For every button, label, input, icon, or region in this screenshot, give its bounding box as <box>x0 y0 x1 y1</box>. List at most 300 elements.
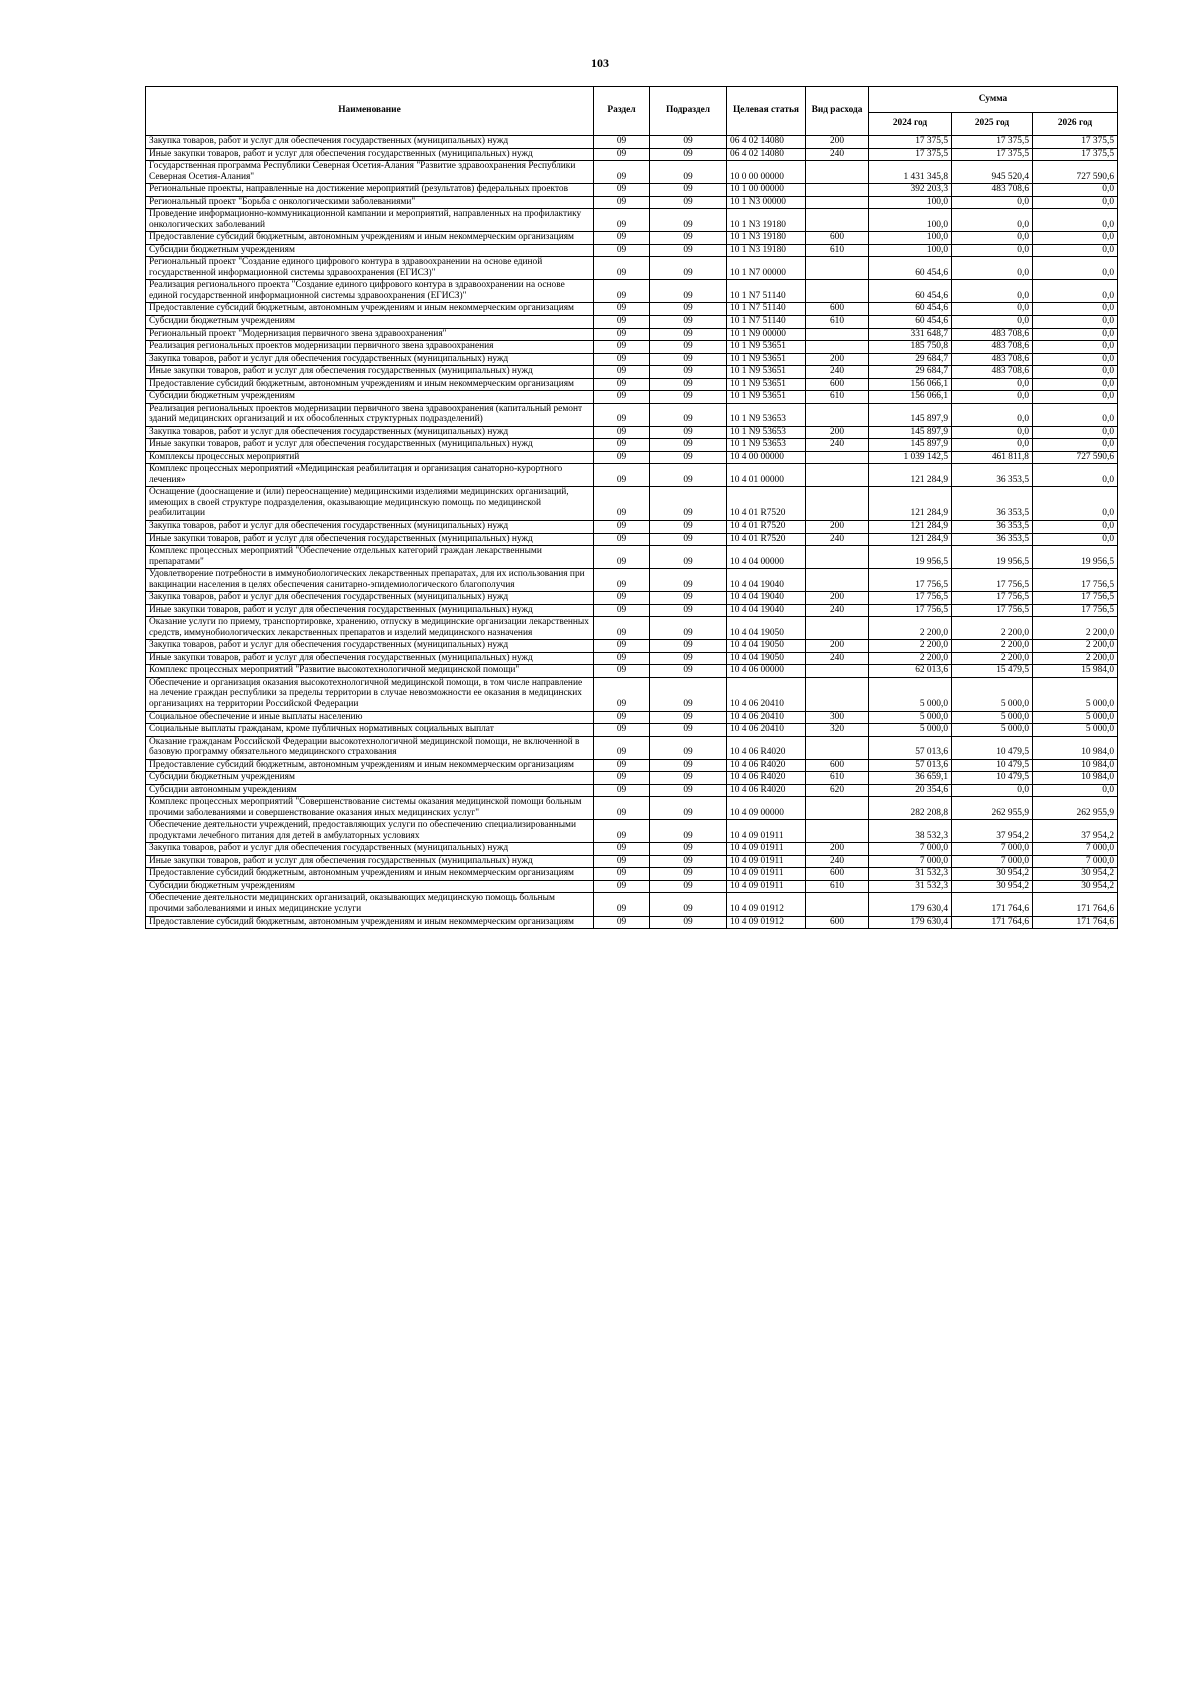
cell-target-article: 10 4 01 R7520 <box>727 487 806 521</box>
cell-sum-2024: 282 208,8 <box>869 797 952 820</box>
cell-expense-type <box>806 617 869 640</box>
cell-sum-2024: 185 750,8 <box>869 341 952 354</box>
cell-name: Закупка товаров, работ и услуг для обеспечения государственных (муниципальных) нужд <box>146 843 594 856</box>
cell-sum-2024: 60 454,6 <box>869 315 952 328</box>
cell-name: Оснащение (дооснащение и (или) переоснащение) медицинскими изделиями медицинских организаций, имеющих в своей структуре подразделения, оказывающие медицинскую помощь по медицинской реабилитации <box>146 487 594 521</box>
cell-target-article: 10 1 N9 53651 <box>727 391 806 404</box>
cell-sum-2024: 5 000,0 <box>869 677 952 711</box>
cell-target-article: 10 4 04 19050 <box>727 617 806 640</box>
cell-name: Региональный проект "Модернизация первичного звена здравоохранения" <box>146 328 594 341</box>
cell-target-article: 10 1 N9 53651 <box>727 353 806 366</box>
cell-target-article: 10 4 04 19050 <box>727 652 806 665</box>
cell-sum-2024: 19 956,5 <box>869 546 952 569</box>
cell-sum-2025: 461 811,8 <box>952 451 1033 464</box>
cell-expense-type <box>806 736 869 759</box>
cell-section: 09 <box>594 439 650 452</box>
cell-section: 09 <box>594 403 650 426</box>
cell-sum-2025: 0,0 <box>952 303 1033 316</box>
table-row <box>146 784 1118 797</box>
cell-sum-2024: 60 454,6 <box>869 257 952 280</box>
table-row <box>146 161 1118 184</box>
cell-target-article: 10 4 09 01911 <box>727 855 806 868</box>
cell-target-article: 10 1 00 00000 <box>727 184 806 197</box>
table-row <box>146 843 1118 856</box>
cell-sum-2026: 15 984,0 <box>1033 665 1118 678</box>
cell-subsection: 09 <box>650 403 727 426</box>
cell-sum-2025: 17 375,5 <box>952 136 1033 149</box>
table-row <box>146 640 1118 653</box>
cell-name: Предоставление субсидий бюджетным, автономным учреждениям и иным некоммерческим организациям <box>146 916 594 929</box>
table-row <box>146 868 1118 881</box>
page-number: 103 <box>591 56 609 70</box>
cell-section: 09 <box>594 759 650 772</box>
cell-name: Закупка товаров, работ и услуг для обеспечения государственных (муниципальных) нужд <box>146 353 594 366</box>
cell-expense-type: 610 <box>806 391 869 404</box>
cell-subsection: 09 <box>650 439 727 452</box>
cell-sum-2025: 17 375,5 <box>952 148 1033 161</box>
cell-sum-2026: 727 590,6 <box>1033 451 1118 464</box>
cell-sum-2026: 17 756,5 <box>1033 592 1118 605</box>
cell-expense-type: 240 <box>806 148 869 161</box>
cell-sum-2024: 31 532,3 <box>869 880 952 893</box>
cell-section: 09 <box>594 533 650 546</box>
cell-section: 09 <box>594 196 650 209</box>
cell-name: Комплекс процессных мероприятий "Обеспечение отдельных категорий граждан лекарственными препаратами" <box>146 546 594 569</box>
cell-target-article: 10 1 N3 19180 <box>727 209 806 232</box>
cell-sum-2025: 36 353,5 <box>952 533 1033 546</box>
cell-sum-2025: 483 708,6 <box>952 366 1033 379</box>
table-row <box>146 546 1118 569</box>
cell-sum-2024: 331 648,7 <box>869 328 952 341</box>
cell-sum-2024: 179 630,4 <box>869 916 952 929</box>
cell-subsection: 09 <box>650 569 727 592</box>
cell-target-article: 10 4 06 20410 <box>727 724 806 737</box>
cell-expense-type <box>806 161 869 184</box>
table-row <box>146 148 1118 161</box>
cell-subsection: 09 <box>650 855 727 868</box>
cell-sum-2025: 30 954,2 <box>952 868 1033 881</box>
cell-name: Оказание гражданам Российской Федерации высокотехнологичной медицинской помощи, не включенной в базовую программу обязательного медицинского страхования <box>146 736 594 759</box>
cell-sum-2024: 57 013,6 <box>869 759 952 772</box>
cell-sum-2024: 145 897,9 <box>869 426 952 439</box>
cell-sum-2026: 37 954,2 <box>1033 820 1118 843</box>
cell-expense-type: 600 <box>806 916 869 929</box>
cell-sum-2024: 5 000,0 <box>869 724 952 737</box>
cell-sum-2026: 7 000,0 <box>1033 843 1118 856</box>
cell-name: Предоставление субсидий бюджетным, автономным учреждениям и иным некоммерческим организациям <box>146 303 594 316</box>
cell-section: 09 <box>594 592 650 605</box>
cell-name: Субсидии бюджетным учреждениям <box>146 880 594 893</box>
cell-sum-2026: 0,0 <box>1033 244 1118 257</box>
cell-section: 09 <box>594 797 650 820</box>
cell-subsection: 09 <box>650 366 727 379</box>
cell-name: Иные закупки товаров, работ и услуг для обеспечения государственных (муниципальных) нужд <box>146 366 594 379</box>
cell-section: 09 <box>594 353 650 366</box>
cell-target-article: 10 4 09 01911 <box>727 820 806 843</box>
cell-subsection: 09 <box>650 724 727 737</box>
cell-subsection: 09 <box>650 736 727 759</box>
cell-subsection: 09 <box>650 451 727 464</box>
cell-name: Иные закупки товаров, работ и услуг для обеспечения государственных (муниципальных) нужд <box>146 604 594 617</box>
cell-target-article: 10 4 09 01912 <box>727 893 806 916</box>
cell-sum-2024: 121 284,9 <box>869 487 952 521</box>
cell-sum-2026: 17 375,5 <box>1033 136 1118 149</box>
cell-sum-2026: 0,0 <box>1033 533 1118 546</box>
cell-section: 09 <box>594 464 650 487</box>
table-row <box>146 366 1118 379</box>
cell-sum-2024: 62 013,6 <box>869 665 952 678</box>
cell-sum-2024: 17 375,5 <box>869 148 952 161</box>
cell-section: 09 <box>594 784 650 797</box>
cell-expense-type: 200 <box>806 843 869 856</box>
cell-subsection: 09 <box>650 257 727 280</box>
cell-section: 09 <box>594 724 650 737</box>
table-row <box>146 378 1118 391</box>
cell-sum-2026: 0,0 <box>1033 280 1118 303</box>
cell-sum-2025: 10 479,5 <box>952 736 1033 759</box>
cell-name: Социальные выплаты гражданам, кроме публичных нормативных социальных выплат <box>146 724 594 737</box>
table-row <box>146 880 1118 893</box>
table-row <box>146 353 1118 366</box>
table-row <box>146 736 1118 759</box>
table-row <box>146 232 1118 245</box>
cell-expense-type <box>806 451 869 464</box>
cell-expense-type: 200 <box>806 640 869 653</box>
cell-expense-type: 620 <box>806 784 869 797</box>
cell-name: Предоставление субсидий бюджетным, автономным учреждениям и иным некоммерческим организациям <box>146 232 594 245</box>
cell-sum-2024: 29 684,7 <box>869 353 952 366</box>
cell-name: Закупка товаров, работ и услуг для обеспечения государственных (муниципальных) нужд <box>146 136 594 149</box>
cell-section: 09 <box>594 148 650 161</box>
cell-sum-2025: 0,0 <box>952 257 1033 280</box>
cell-sum-2025: 945 520,4 <box>952 161 1033 184</box>
cell-section: 09 <box>594 257 650 280</box>
cell-section: 09 <box>594 640 650 653</box>
table-row <box>146 797 1118 820</box>
cell-section: 09 <box>594 880 650 893</box>
cell-target-article: 10 4 06 00000 <box>727 665 806 678</box>
cell-name: Иные закупки товаров, работ и услуг для обеспечения государственных (муниципальных) нужд <box>146 855 594 868</box>
cell-sum-2026: 7 000,0 <box>1033 855 1118 868</box>
cell-subsection: 09 <box>650 843 727 856</box>
cell-expense-type <box>806 257 869 280</box>
cell-sum-2026: 0,0 <box>1033 209 1118 232</box>
cell-name: Оказание услуги по приему, транспортировке, хранению, отпуску в медицинские организации лекарственных средств, иммунобиологических лекарственных препаратов и изделий медицинского назначения <box>146 617 594 640</box>
cell-name: Обеспечение деятельности учреждений, предоставляющих услуги по обеспечению специализированными продуктами лечебного питания для детей в амбулаторных условиях <box>146 820 594 843</box>
table-row <box>146 677 1118 711</box>
cell-section: 09 <box>594 868 650 881</box>
cell-section: 09 <box>594 451 650 464</box>
cell-target-article: 10 4 09 01911 <box>727 868 806 881</box>
cell-sum-2026: 19 956,5 <box>1033 546 1118 569</box>
cell-sum-2024: 2 200,0 <box>869 640 952 653</box>
cell-sum-2026: 17 756,5 <box>1033 569 1118 592</box>
cell-sum-2024: 100,0 <box>869 196 952 209</box>
table-row <box>146 184 1118 197</box>
cell-sum-2024: 20 354,6 <box>869 784 952 797</box>
cell-sum-2025: 19 956,5 <box>952 546 1033 569</box>
cell-sum-2025: 10 479,5 <box>952 772 1033 785</box>
table-row <box>146 652 1118 665</box>
cell-sum-2024: 17 375,5 <box>869 136 952 149</box>
cell-sum-2024: 121 284,9 <box>869 464 952 487</box>
cell-expense-type: 320 <box>806 724 869 737</box>
cell-sum-2026: 262 955,9 <box>1033 797 1118 820</box>
cell-name: Иные закупки товаров, работ и услуг для обеспечения государственных (муниципальных) нужд <box>146 533 594 546</box>
cell-sum-2026: 2 200,0 <box>1033 640 1118 653</box>
table-header <box>146 87 1118 136</box>
cell-subsection: 09 <box>650 136 727 149</box>
cell-section: 09 <box>594 711 650 724</box>
cell-sum-2026: 0,0 <box>1033 257 1118 280</box>
cell-sum-2025: 17 756,5 <box>952 569 1033 592</box>
cell-name: Субсидии бюджетным учреждениям <box>146 391 594 404</box>
table-row <box>146 439 1118 452</box>
header-year-2025: 2025 год <box>952 113 1033 136</box>
header-subsection: Подраздел <box>650 87 727 136</box>
table-row <box>146 724 1118 737</box>
cell-expense-type <box>806 184 869 197</box>
cell-section: 09 <box>594 893 650 916</box>
table-row <box>146 244 1118 257</box>
cell-subsection: 09 <box>650 280 727 303</box>
cell-sum-2024: 145 897,9 <box>869 403 952 426</box>
cell-expense-type: 200 <box>806 136 869 149</box>
cell-subsection: 09 <box>650 378 727 391</box>
cell-sum-2026: 0,0 <box>1033 487 1118 521</box>
cell-expense-type <box>806 665 869 678</box>
table-row <box>146 315 1118 328</box>
cell-name: Реализация региональных проектов модернизации первичного звена здравоохранения (капитальный ремонт зданий медицинских организаций и их обособленных структурных подразделений) <box>146 403 594 426</box>
cell-subsection: 09 <box>650 784 727 797</box>
cell-subsection: 09 <box>650 592 727 605</box>
cell-sum-2026: 0,0 <box>1033 341 1118 354</box>
table-row <box>146 759 1118 772</box>
cell-sum-2024: 100,0 <box>869 232 952 245</box>
table-row <box>146 341 1118 354</box>
cell-target-article: 10 1 N3 19180 <box>727 244 806 257</box>
cell-sum-2024: 1 431 345,8 <box>869 161 952 184</box>
table-body <box>146 136 1118 929</box>
cell-subsection: 09 <box>650 772 727 785</box>
cell-expense-type: 200 <box>806 426 869 439</box>
cell-expense-type: 600 <box>806 232 869 245</box>
header-section: Раздел <box>594 87 650 136</box>
cell-expense-type <box>806 569 869 592</box>
cell-sum-2025: 2 200,0 <box>952 652 1033 665</box>
cell-target-article: 10 1 N3 19180 <box>727 232 806 245</box>
cell-sum-2024: 7 000,0 <box>869 843 952 856</box>
cell-sum-2026: 5 000,0 <box>1033 677 1118 711</box>
cell-expense-type: 600 <box>806 868 869 881</box>
cell-sum-2025: 10 479,5 <box>952 759 1033 772</box>
table-row <box>146 916 1118 929</box>
cell-sum-2024: 5 000,0 <box>869 711 952 724</box>
cell-sum-2024: 121 284,9 <box>869 533 952 546</box>
cell-sum-2025: 36 353,5 <box>952 464 1033 487</box>
table-row <box>146 196 1118 209</box>
cell-target-article: 10 4 06 R4020 <box>727 772 806 785</box>
cell-sum-2024: 38 532,3 <box>869 820 952 843</box>
cell-sum-2026: 0,0 <box>1033 232 1118 245</box>
cell-subsection: 09 <box>650 161 727 184</box>
cell-target-article: 10 4 01 00000 <box>727 464 806 487</box>
cell-sum-2024: 60 454,6 <box>869 303 952 316</box>
cell-expense-type <box>806 341 869 354</box>
cell-sum-2024: 17 756,5 <box>869 592 952 605</box>
cell-name: Региональный проект "Создание единого цифрового контура в здравоохранении на основе единой государственной информационной системы здравоохранения (ЕГИСЗ)" <box>146 257 594 280</box>
table-row <box>146 772 1118 785</box>
table-row <box>146 533 1118 546</box>
cell-sum-2026: 0,0 <box>1033 391 1118 404</box>
cell-target-article: 10 0 00 00000 <box>727 161 806 184</box>
cell-sum-2026: 0,0 <box>1033 403 1118 426</box>
cell-subsection: 09 <box>650 391 727 404</box>
cell-sum-2024: 36 659,1 <box>869 772 952 785</box>
table-row <box>146 604 1118 617</box>
cell-name: Предоставление субсидий бюджетным, автономным учреждениям и иным некоммерческим организациям <box>146 378 594 391</box>
cell-section: 09 <box>594 378 650 391</box>
cell-subsection: 09 <box>650 820 727 843</box>
cell-target-article: 10 1 N9 53653 <box>727 403 806 426</box>
cell-subsection: 09 <box>650 546 727 569</box>
cell-sum-2025: 0,0 <box>952 232 1033 245</box>
cell-target-article: 10 4 09 01911 <box>727 880 806 893</box>
cell-section: 09 <box>594 677 650 711</box>
cell-sum-2025: 0,0 <box>952 209 1033 232</box>
cell-target-article: 10 4 09 00000 <box>727 797 806 820</box>
cell-target-article: 10 1 N9 53651 <box>727 366 806 379</box>
cell-sum-2026: 0,0 <box>1033 328 1118 341</box>
cell-target-article: 10 1 N7 51140 <box>727 280 806 303</box>
cell-target-article: 10 1 N7 51140 <box>727 303 806 316</box>
cell-section: 09 <box>594 303 650 316</box>
cell-sum-2024: 1 039 142,5 <box>869 451 952 464</box>
cell-name: Субсидии бюджетным учреждениям <box>146 315 594 328</box>
cell-sum-2026: 5 000,0 <box>1033 711 1118 724</box>
table-row <box>146 328 1118 341</box>
cell-sum-2025: 0,0 <box>952 439 1033 452</box>
cell-sum-2024: 100,0 <box>869 209 952 232</box>
cell-sum-2024: 2 200,0 <box>869 652 952 665</box>
table-row <box>146 569 1118 592</box>
cell-name: Субсидии бюджетным учреждениям <box>146 772 594 785</box>
cell-expense-type: 240 <box>806 366 869 379</box>
cell-target-article: 10 4 01 R7520 <box>727 533 806 546</box>
cell-sum-2026: 171 764,6 <box>1033 916 1118 929</box>
cell-subsection: 09 <box>650 868 727 881</box>
cell-name: Реализация региональных проектов модернизации первичного звена здравоохранения <box>146 341 594 354</box>
cell-sum-2025: 5 000,0 <box>952 711 1033 724</box>
cell-sum-2025: 36 353,5 <box>952 487 1033 521</box>
cell-sum-2026: 2 200,0 <box>1033 652 1118 665</box>
cell-section: 09 <box>594 209 650 232</box>
table-row <box>146 451 1118 464</box>
table-row <box>146 426 1118 439</box>
cell-sum-2025: 30 954,2 <box>952 880 1033 893</box>
cell-sum-2025: 483 708,6 <box>952 328 1033 341</box>
cell-name: Закупка товаров, работ и услуг для обеспечения государственных (муниципальных) нужд <box>146 426 594 439</box>
cell-name: Закупка товаров, работ и услуг для обеспечения государственных (муниципальных) нужд <box>146 592 594 605</box>
cell-name: Обеспечение деятельности медицинских организаций, оказывающих медицинскую помощь больным прочими заболеваниями и иных медицинские услуги <box>146 893 594 916</box>
cell-sum-2025: 171 764,6 <box>952 916 1033 929</box>
cell-name: Комплекс процессных мероприятий «Медицинская реабилитация и организация санаторно-курортного лечения» <box>146 464 594 487</box>
cell-sum-2024: 156 066,1 <box>869 391 952 404</box>
cell-subsection: 09 <box>650 328 727 341</box>
cell-target-article: 10 1 N9 53653 <box>727 426 806 439</box>
cell-sum-2025: 17 756,5 <box>952 604 1033 617</box>
cell-expense-type <box>806 209 869 232</box>
cell-expense-type: 240 <box>806 439 869 452</box>
cell-sum-2025: 37 954,2 <box>952 820 1033 843</box>
cell-sum-2024: 2 200,0 <box>869 617 952 640</box>
table-row <box>146 280 1118 303</box>
cell-expense-type: 240 <box>806 855 869 868</box>
cell-sum-2025: 0,0 <box>952 784 1033 797</box>
cell-section: 09 <box>594 184 650 197</box>
cell-section: 09 <box>594 280 650 303</box>
cell-subsection: 09 <box>650 759 727 772</box>
cell-sum-2026: 10 984,0 <box>1033 772 1118 785</box>
cell-sum-2026: 0,0 <box>1033 184 1118 197</box>
cell-section: 09 <box>594 916 650 929</box>
cell-expense-type: 200 <box>806 353 869 366</box>
cell-subsection: 09 <box>650 665 727 678</box>
cell-sum-2026: 2 200,0 <box>1033 617 1118 640</box>
cell-sum-2025: 0,0 <box>952 403 1033 426</box>
cell-section: 09 <box>594 487 650 521</box>
cell-subsection: 09 <box>650 521 727 534</box>
table-row <box>146 209 1118 232</box>
cell-name: Предоставление субсидий бюджетным, автономным учреждениям и иным некоммерческим организациям <box>146 868 594 881</box>
cell-name: Субсидии автономным учреждениям <box>146 784 594 797</box>
cell-subsection: 09 <box>650 652 727 665</box>
cell-target-article: 10 4 04 19040 <box>727 592 806 605</box>
table-row <box>146 665 1118 678</box>
cell-subsection: 09 <box>650 711 727 724</box>
cell-target-article: 10 4 06 20410 <box>727 677 806 711</box>
cell-subsection: 09 <box>650 677 727 711</box>
cell-expense-type: 610 <box>806 315 869 328</box>
table-row <box>146 820 1118 843</box>
cell-subsection: 09 <box>650 315 727 328</box>
cell-sum-2026: 0,0 <box>1033 378 1118 391</box>
cell-expense-type: 240 <box>806 533 869 546</box>
cell-sum-2024: 17 756,5 <box>869 569 952 592</box>
table-row <box>146 617 1118 640</box>
cell-target-article: 10 4 00 00000 <box>727 451 806 464</box>
cell-sum-2024: 57 013,6 <box>869 736 952 759</box>
header-expense-type: Вид расхода <box>806 87 869 136</box>
cell-sum-2025: 2 200,0 <box>952 640 1033 653</box>
cell-sum-2024: 392 203,3 <box>869 184 952 197</box>
cell-section: 09 <box>594 161 650 184</box>
cell-target-article: 10 4 06 R4020 <box>727 736 806 759</box>
cell-target-article: 10 1 N9 53651 <box>727 341 806 354</box>
table-row <box>146 136 1118 149</box>
cell-target-article: 10 1 N9 00000 <box>727 328 806 341</box>
cell-subsection: 09 <box>650 893 727 916</box>
cell-sum-2025: 15 479,5 <box>952 665 1033 678</box>
cell-sum-2024: 145 897,9 <box>869 439 952 452</box>
cell-section: 09 <box>594 366 650 379</box>
cell-name: Предоставление субсидий бюджетным, автономным учреждениям и иным некоммерческим организациям <box>146 759 594 772</box>
cell-section: 09 <box>594 232 650 245</box>
cell-section: 09 <box>594 244 650 257</box>
cell-target-article: 10 1 N3 00000 <box>727 196 806 209</box>
cell-expense-type <box>806 893 869 916</box>
table-row <box>146 893 1118 916</box>
